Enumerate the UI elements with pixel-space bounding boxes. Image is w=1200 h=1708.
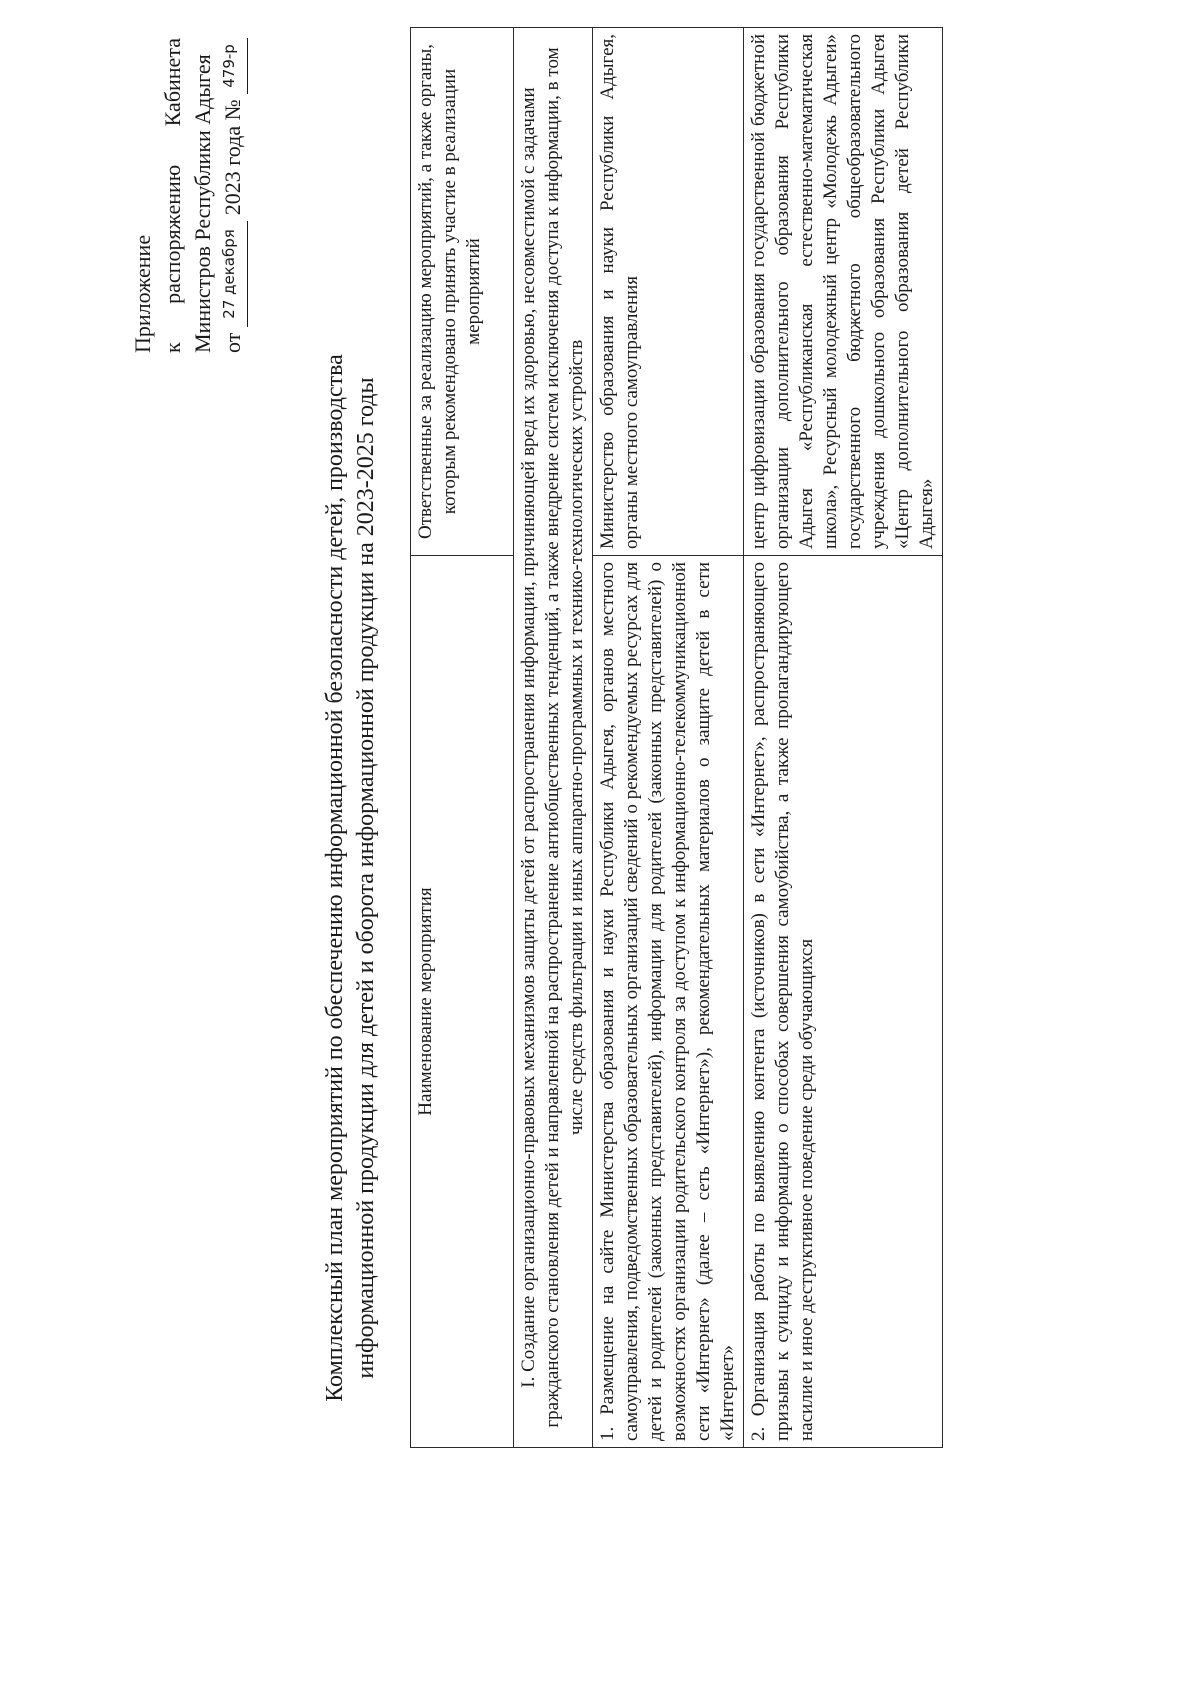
document-title-line-1: Комплексный план мероприятий по обеспечению информационной безопасности детей, производства <box>322 354 348 1402</box>
row-2-activity: 2. Организация работы по выявлению контента (источников) в сети «Интернет», распространяющего призывы к суициду и информацию о способах совершения самоубийства, а также пропагандирующего насилие и иное деструктивное поведение среди обучающихся <box>744 556 943 1448</box>
appendix-line-4 <box>218 38 248 353</box>
document-title-line-2: информационной продукции для детей и оборота информационной продукции на 2023-2025 годы <box>353 377 379 1379</box>
appendix-year: 2023 года № <box>220 99 245 216</box>
row-1-activity: 1. Размещение на сайте Министерства образования и науки Республики Адыгея, органов местного самоуправления, подведомственных образовательных организаций сведений о рекомендуемых ресурсах для детей и родителей (законных представителей), информации для родителей (законных представителей) о возможностях организации родительского контроля за доступом к информационно-телекоммуникационной сети «Интернет» (далее – сеть «Интернет»), рекомендательных материалов о защите детей в сети «Интернет» <box>593 556 744 1448</box>
appendix-order-word: распоряжению <box>160 164 185 304</box>
appendix-number: 479-р <box>218 38 248 94</box>
appendix-from: от <box>220 332 245 353</box>
appendix-line-1 <box>128 38 158 353</box>
row-1-responsible: Министерство образования и науки Республики Адыгея, органы местного самоуправления <box>593 28 744 556</box>
table-header-row <box>411 28 514 1448</box>
appendix-title: Приложение <box>130 234 155 353</box>
appendix-line-2 <box>158 38 188 353</box>
section-row <box>514 28 593 1448</box>
plan-table <box>410 27 943 1448</box>
appendix-line-3 <box>188 38 218 353</box>
appendix-k: к <box>160 342 185 353</box>
appendix-ministers: Министров Республики Адыгея <box>190 54 215 353</box>
header-activity-name: Наименование мероприятия <box>411 556 514 1448</box>
header-responsible: Ответственные за реализацию мероприятий, а также органы, которым рекомендовано принять участие в реализации мероприятий <box>411 28 514 556</box>
appendix-block <box>128 38 248 353</box>
document-title <box>320 288 382 1468</box>
table-row <box>744 28 943 1448</box>
table-row <box>593 28 744 1448</box>
section-1-heading: I. Создание организационно-правовых механизмов защиты детей от распространения информации, причиняющей вред их здоровью, несовместимой с задачами гражданского становления детей и направленной на распространение антиобщественных тенденций, а также внедрение систем исключения доступа к информации, в том числе средств фильтрации и иных аппаратно-программных и технико-технологических устройств <box>514 28 593 1448</box>
row-2-responsible: центр цифровизации образования государственной бюджетной организации дополнительного образования Республики Адыгея «Республиканская естественно-математическая школа», Ресурсный молодежный центр «Молодежь Адыгеи» государственного бюджетного общеобразовательного учреждения дошкольного образования Республики Адыгея «Центр дополнительного образования детей Республики Адыгея» <box>744 28 943 556</box>
appendix-date: 27 декабря <box>218 221 248 327</box>
appendix-cabinet-word: Кабинета <box>160 38 185 127</box>
